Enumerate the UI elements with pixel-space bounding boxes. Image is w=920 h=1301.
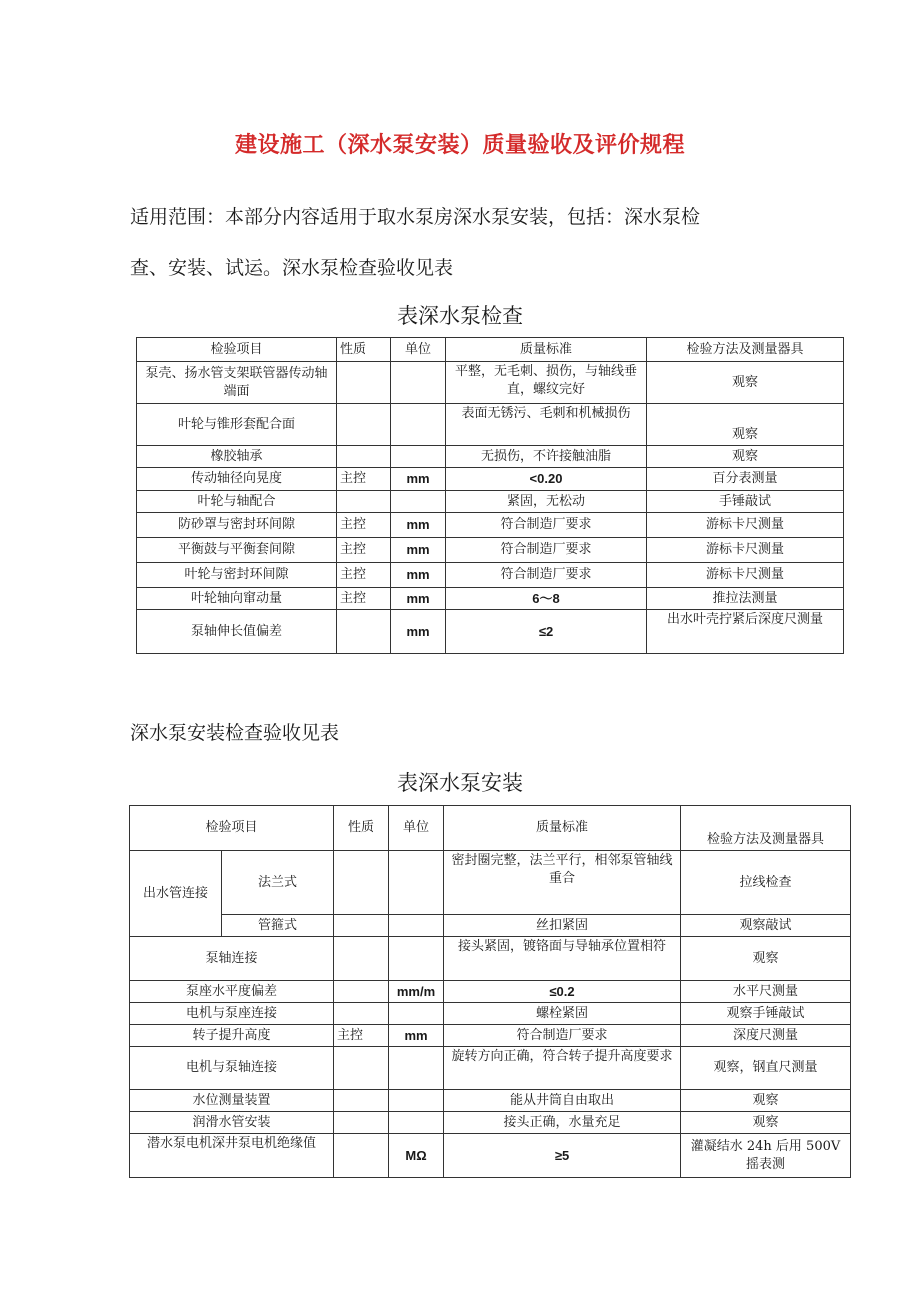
table-row xyxy=(130,1112,851,1134)
method-cell: 游标卡尺测量 xyxy=(647,538,844,563)
table-row xyxy=(130,1090,851,1112)
nature-cell xyxy=(334,1134,389,1178)
item-cell: 泵壳、扬水管支架联管器传动轴端面 xyxy=(137,362,337,404)
method-cell: 观察，钢直尺测量 xyxy=(681,1047,851,1090)
item-cell: 泵座水平度偏差 xyxy=(130,981,334,1003)
method-cell: 观察 xyxy=(647,446,844,468)
method-cell: 观察 xyxy=(681,1112,851,1134)
item-cell: 叶轮与锥形套配合面 xyxy=(137,404,337,446)
unit-cell: mm xyxy=(389,1025,444,1047)
standard-cell: 表面无锈污、毛刺和机械损伤 xyxy=(446,404,647,446)
nature-cell: 主控 xyxy=(337,468,391,491)
table-row xyxy=(137,362,844,404)
item-cell: 叶轮与轴配合 xyxy=(137,491,337,513)
item-cell: 传动轴径向晃度 xyxy=(137,468,337,491)
item-cell: 润滑水管安装 xyxy=(130,1112,334,1134)
unit-cell xyxy=(391,404,446,446)
unit-cell: mm xyxy=(391,563,446,588)
header-cell: 检验项目 xyxy=(130,806,334,851)
header-cell: 检验方法及测量器具 xyxy=(647,338,844,362)
scope-text-line1: 适用范围：本部分内容适用于取水泵房深水泵安装，包括：深水泵检 xyxy=(130,206,701,228)
standard-cell: 符合制造厂要求 xyxy=(446,563,647,588)
unit-cell: mm xyxy=(391,610,446,654)
nature-cell: 主控 xyxy=(337,513,391,538)
standard-cell: 符合制造厂要求 xyxy=(444,1025,681,1047)
method-cell: 观察 xyxy=(681,1090,851,1112)
nature-cell: 主控 xyxy=(334,1025,389,1047)
standard-cell: ≤0.2 xyxy=(444,981,681,1003)
item-cell: 电机与泵轴连接 xyxy=(130,1047,334,1090)
standard-cell: 符合制造厂要求 xyxy=(446,538,647,563)
method-cell: 游标卡尺测量 xyxy=(647,563,844,588)
nature-cell xyxy=(334,981,389,1003)
table-row xyxy=(137,446,844,468)
table-row xyxy=(137,538,844,563)
header-cell: 质量标准 xyxy=(446,338,647,362)
method-cell: 出水叶壳拧紧后深度尺测量 xyxy=(647,610,844,654)
nature-cell xyxy=(337,446,391,468)
method-cell: 观察 xyxy=(681,937,851,981)
nature-cell xyxy=(334,915,389,937)
table-row xyxy=(130,1134,851,1178)
table-row xyxy=(130,981,851,1003)
nature-cell xyxy=(334,1003,389,1025)
group-cell: 出水管连接 xyxy=(130,851,222,937)
table-row xyxy=(137,513,844,538)
table-header-row xyxy=(130,806,851,851)
table-row xyxy=(130,915,851,937)
table-row xyxy=(137,404,844,446)
pump-installation-table xyxy=(129,805,851,1178)
method-cell: 观察 xyxy=(647,404,844,446)
unit-cell xyxy=(389,915,444,937)
table-row xyxy=(130,1003,851,1025)
item-cell: 防砂罩与密封环间隙 xyxy=(137,513,337,538)
item-cell: 叶轮与密封环间隙 xyxy=(137,563,337,588)
header-cell: 检验方法及测量器具 xyxy=(681,806,851,851)
method-cell: 百分表测量 xyxy=(647,468,844,491)
nature-cell xyxy=(337,491,391,513)
nature-cell xyxy=(334,851,389,915)
item-cell: 泵轴连接 xyxy=(130,937,334,981)
item-cell: 水位测量装置 xyxy=(130,1090,334,1112)
method-cell: 推拉法测量 xyxy=(647,588,844,610)
section2-heading: 深水泵安装检查验收见表 xyxy=(130,722,340,744)
item-cell: 橡胶轴承 xyxy=(137,446,337,468)
unit-cell xyxy=(389,1003,444,1025)
method-cell: 拉线检查 xyxy=(681,851,851,915)
table-row xyxy=(137,563,844,588)
table1-caption: 表深水泵检查 xyxy=(397,304,523,328)
table-header-row xyxy=(137,338,844,362)
table-row xyxy=(137,610,844,654)
nature-cell: 主控 xyxy=(337,588,391,610)
table-row xyxy=(137,468,844,491)
item-cell: 叶轮轴向窜动量 xyxy=(137,588,337,610)
standard-cell: 符合制造厂要求 xyxy=(446,513,647,538)
unit-cell: MΩ xyxy=(389,1134,444,1178)
standard-cell: ≤2 xyxy=(446,610,647,654)
item-cell: 平衡鼓与平衡套间隙 xyxy=(137,538,337,563)
unit-cell: mm xyxy=(391,513,446,538)
nature-cell xyxy=(337,404,391,446)
pump-inspection-table xyxy=(136,337,844,654)
unit-cell: mm/m xyxy=(389,981,444,1003)
unit-cell xyxy=(391,362,446,404)
method-cell: 深度尺测量 xyxy=(681,1025,851,1047)
nature-cell xyxy=(334,1047,389,1090)
standard-cell: 紧固，无松动 xyxy=(446,491,647,513)
standard-cell: 螺栓紧固 xyxy=(444,1003,681,1025)
unit-cell xyxy=(391,446,446,468)
header-cell: 质量标准 xyxy=(444,806,681,851)
unit-cell xyxy=(389,1112,444,1134)
method-cell: 水平尺测量 xyxy=(681,981,851,1003)
standard-cell: 6～8 xyxy=(446,588,647,610)
unit-cell xyxy=(391,491,446,513)
header-cell: 性质 xyxy=(334,806,389,851)
page-title: 建设施工（深水泵安装）质量验收及评价规程 xyxy=(234,132,685,158)
header-cell: 单位 xyxy=(391,338,446,362)
item-cell: 泵轴伸长值偏差 xyxy=(137,610,337,654)
table-row xyxy=(137,588,844,610)
unit-cell xyxy=(389,1090,444,1112)
nature-cell: 主控 xyxy=(337,563,391,588)
method-cell: 观察手锤敲试 xyxy=(681,1003,851,1025)
standard-cell: 接头紧固，镀铬面与导轴承位置相符 xyxy=(444,937,681,981)
nature-cell xyxy=(334,1090,389,1112)
table2-caption: 表深水泵安装 xyxy=(397,771,523,795)
table-row xyxy=(130,937,851,981)
nature-cell xyxy=(334,937,389,981)
item-cell: 转子提升高度 xyxy=(130,1025,334,1047)
unit-cell xyxy=(389,1047,444,1090)
nature-cell xyxy=(334,1112,389,1134)
standard-cell: ≥5 xyxy=(444,1134,681,1178)
item-cell: 潜水泵电机深井泵电机绝缘值 xyxy=(130,1134,334,1178)
standard-cell: 接头正确，水量充足 xyxy=(444,1112,681,1134)
unit-cell xyxy=(389,851,444,915)
standard-cell: <0.20 xyxy=(446,468,647,491)
table-row xyxy=(130,851,851,915)
standard-cell: 丝扣紧固 xyxy=(444,915,681,937)
item-cell: 法兰式 xyxy=(222,851,334,915)
scope-text-line2: 查、安装、试运。深水泵检查验收见表 xyxy=(130,257,454,279)
standard-cell: 平整，无毛刺、损伤，与轴线垂直，螺纹完好 xyxy=(446,362,647,404)
method-cell: 观察敲试 xyxy=(681,915,851,937)
unit-cell xyxy=(389,937,444,981)
unit-cell: mm xyxy=(391,588,446,610)
standard-cell: 密封圈完整，法兰平行，相邻泵管轴线重合 xyxy=(444,851,681,915)
method-cell: 观察 xyxy=(647,362,844,404)
table-row xyxy=(130,1047,851,1090)
standard-cell: 无损伤，不许接触油脂 xyxy=(446,446,647,468)
item-cell: 管箍式 xyxy=(222,915,334,937)
method-cell: 灌凝结水 24h 后用 500V 摇表测 xyxy=(681,1134,851,1178)
standard-cell: 能从井筒自由取出 xyxy=(444,1090,681,1112)
table-row xyxy=(130,1025,851,1047)
header-cell: 性质 xyxy=(337,338,391,362)
unit-cell: mm xyxy=(391,468,446,491)
nature-cell xyxy=(337,610,391,654)
nature-cell xyxy=(337,362,391,404)
item-cell: 电机与泵座连接 xyxy=(130,1003,334,1025)
header-cell: 检验项目 xyxy=(137,338,337,362)
method-cell: 手锤敲试 xyxy=(647,491,844,513)
table-row xyxy=(137,491,844,513)
nature-cell: 主控 xyxy=(337,538,391,563)
standard-cell: 旋转方向正确，符合转子提升高度要求 xyxy=(444,1047,681,1090)
unit-cell: mm xyxy=(391,538,446,563)
header-cell: 单位 xyxy=(389,806,444,851)
method-cell: 游标卡尺测量 xyxy=(647,513,844,538)
